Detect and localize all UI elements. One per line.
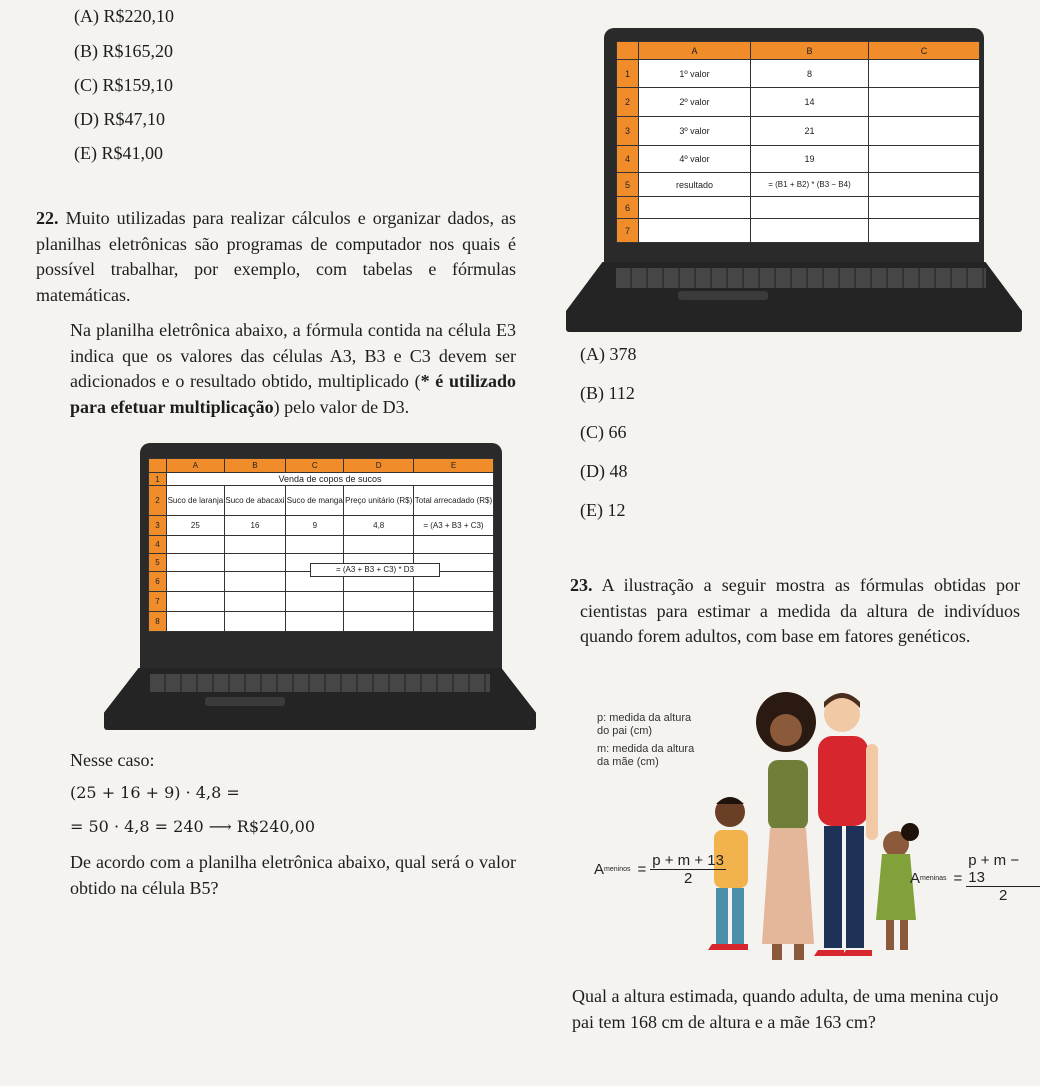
formula-boys: A meninos = $\frac{p + m + 13}{2}$ bbox=[594, 852, 724, 887]
cell-c2: Suco de manga bbox=[286, 486, 344, 516]
row-number: 1 bbox=[149, 473, 167, 486]
q23-body: A ilustração a seguir mostra as fórmulas obtidas por cientistas para estimar a medida da altura de indivíduos quando forem adultos, com base em fatores genéticos. bbox=[580, 575, 1020, 647]
corner-cell bbox=[617, 42, 639, 60]
cell-d3: 4,8 bbox=[344, 516, 414, 536]
q22-option-d: (D) 48 bbox=[580, 461, 628, 481]
formula-girls-denominator: 2 bbox=[998, 887, 1008, 904]
nesse-caso-label: Nesse caso: bbox=[70, 750, 155, 770]
row-number: 4 bbox=[617, 146, 639, 173]
q22-question: De acordo com a planilha eletrônica abaixo, qual será o valor obtido na célula B5? bbox=[70, 852, 516, 898]
formula-boys-sub: meninos bbox=[604, 866, 631, 873]
q22-paragraph bbox=[70, 318, 516, 420]
q23-question: Qual a altura estimada, quando adulta, de uma menina cujo pai tem 168 cm de altura e a mãe 163 cm? bbox=[572, 986, 999, 1032]
formula-boys-label: A bbox=[594, 861, 605, 878]
q23-text bbox=[548, 573, 1020, 650]
family-cartoon bbox=[690, 682, 920, 972]
q22-para-text: Na planilha eletrônica abaixo, a fórmula contida na célula E3 indica que os valores das células A3, B3 e C3 devem ser adicionados e o resultado obtido, multiplicado ( bbox=[70, 320, 516, 392]
cell-b1: 8 bbox=[751, 60, 869, 88]
formula-girls-numerator: p + m − 13 bbox=[966, 852, 1040, 887]
laptop-1-touchpad bbox=[205, 697, 285, 706]
row-number: 4 bbox=[149, 536, 167, 554]
row-number: 2 bbox=[149, 486, 167, 516]
col-header-b: B bbox=[751, 42, 869, 60]
col-header-d: D bbox=[344, 459, 414, 473]
row-number: 8 bbox=[149, 612, 167, 632]
cell-a3: 3º valor bbox=[639, 117, 751, 146]
q22-options bbox=[580, 344, 637, 539]
formula-boys-denominator: 2 bbox=[683, 870, 693, 887]
formula-girls: A meninas = $\frac{p + m - 13}{2}$ bbox=[910, 852, 1040, 904]
spreadsheet-2 bbox=[616, 41, 980, 243]
q22-para-end: ) pelo valor de D3. bbox=[273, 396, 410, 417]
formula-girls-sub: meninas bbox=[920, 874, 947, 882]
q22-intro-text: Muito utilizadas para realizar cálculos e organizar dados, as planilhas eletrônicas são programas de computador nos quais é possível trabalhar, por exemplo, com tabelas e fórmulas matemáticas. bbox=[36, 208, 516, 305]
col-header-e: E bbox=[413, 459, 493, 473]
row-number: 7 bbox=[617, 219, 639, 243]
spreadsheet-1 bbox=[148, 458, 494, 632]
cell-a6 bbox=[639, 197, 751, 219]
q22-option-e: (E) 12 bbox=[580, 500, 626, 520]
cell-e2: Total arrecadado (R$) bbox=[413, 486, 493, 516]
laptop-1-keyboard bbox=[150, 674, 490, 692]
q22-option-a: (A) 378 bbox=[580, 344, 637, 364]
col-header-c: C bbox=[869, 42, 980, 60]
math-line-1: (25 + 16 + 9) · 4,8 = bbox=[70, 783, 240, 802]
mother-figure bbox=[756, 692, 816, 960]
row-number: 2 bbox=[617, 88, 639, 117]
formula-girls-label: A bbox=[910, 869, 921, 887]
cell-a2: 2º valor bbox=[639, 88, 751, 117]
cell-e3: = (A3 + B3 + C3) bbox=[413, 516, 493, 536]
q21-option-c: (C) R$159,10 bbox=[74, 75, 173, 95]
col-header-c: C bbox=[286, 459, 344, 473]
q21-option-d: (D) R$47,10 bbox=[74, 109, 165, 129]
cell-a4: 4º valor bbox=[639, 146, 751, 173]
cell-b3: 21 bbox=[751, 117, 869, 146]
cell-b2: 14 bbox=[751, 88, 869, 117]
row-number: 6 bbox=[617, 197, 639, 219]
cell-a5: resultado bbox=[639, 173, 751, 197]
row-number: 6 bbox=[149, 572, 167, 592]
laptop-2-touchpad bbox=[678, 291, 768, 300]
formula-tooltip: = (A3 + B3 + C3) * D3 bbox=[310, 563, 440, 577]
legend-m: m: medida da altura da mãe (cm) bbox=[597, 743, 695, 769]
cell-a3: 25 bbox=[167, 516, 225, 536]
cell-b2: Suco de abacaxi bbox=[224, 486, 285, 516]
q21-options bbox=[74, 6, 174, 177]
cell-d2: Preço unitário (R$) bbox=[344, 486, 414, 516]
q21-option-a: (A) R$220,10 bbox=[74, 6, 174, 26]
row-number: 3 bbox=[617, 117, 639, 146]
sheet1-title-cell: Venda de copos de sucos bbox=[167, 473, 494, 486]
cell-a7 bbox=[639, 219, 751, 243]
q21-option-e: (E) R$41,00 bbox=[74, 143, 163, 163]
q22-option-b: (B) 112 bbox=[580, 383, 635, 403]
row-number: 5 bbox=[617, 173, 639, 197]
laptop-2-keyboard bbox=[616, 268, 986, 288]
corner-cell bbox=[149, 459, 167, 473]
row-number: 7 bbox=[149, 592, 167, 612]
q21-option-b: (B) R$165,20 bbox=[74, 41, 173, 61]
q22-number: 22. bbox=[36, 208, 59, 228]
q22-para-bold: * é utilizado para efetuar multiplicação bbox=[70, 371, 516, 417]
cell-a2: Suco de laranja bbox=[167, 486, 225, 516]
legend-p: p: medida da altura do pai (cm) bbox=[597, 712, 692, 738]
cell-c3: 9 bbox=[286, 516, 344, 536]
father-figure bbox=[814, 693, 878, 956]
cell-b6 bbox=[751, 197, 869, 219]
row-number: 5 bbox=[149, 554, 167, 572]
cell-a1: 1º valor bbox=[639, 60, 751, 88]
cell-b4: 19 bbox=[751, 146, 869, 173]
formula-boys-numerator: p + m + 13 bbox=[652, 852, 724, 869]
math-line-2: = 50 · 4,8 = 240 ⟶ R$240,00 bbox=[70, 817, 315, 836]
row-number: 1 bbox=[617, 60, 639, 88]
cell-b5: = (B1 + B2) * (B3 − B4) bbox=[751, 173, 869, 197]
col-header-a: A bbox=[167, 459, 225, 473]
cell-b3: 16 bbox=[224, 516, 285, 536]
q22-intro bbox=[36, 206, 516, 308]
col-header-b: B bbox=[224, 459, 285, 473]
row-number: 3 bbox=[149, 516, 167, 536]
cell-b7 bbox=[751, 219, 869, 243]
q22-option-c: (C) 66 bbox=[580, 422, 627, 442]
q23-number: 23. bbox=[570, 575, 593, 595]
col-header-a: A bbox=[639, 42, 751, 60]
